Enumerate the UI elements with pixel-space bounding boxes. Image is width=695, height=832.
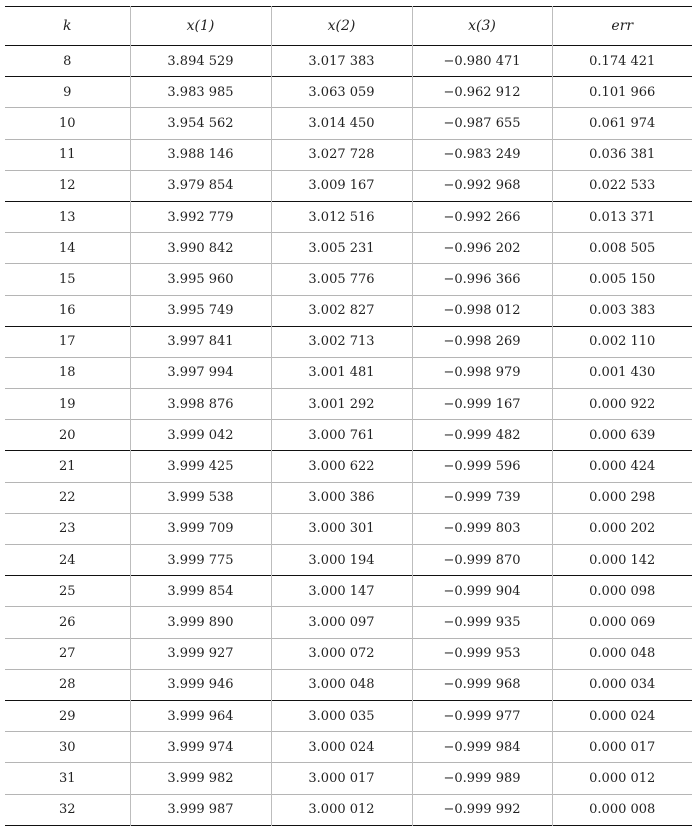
cell-err: 0.001 430 bbox=[552, 357, 692, 388]
cell-k: 25 bbox=[58, 583, 76, 599]
cell-k: 20 bbox=[58, 427, 76, 443]
table-row bbox=[5, 700, 692, 731]
cell-x1: 3.999 974 bbox=[130, 732, 271, 763]
table-row bbox=[5, 576, 692, 607]
cell-x2: 3.001 292 bbox=[271, 389, 412, 420]
cell-x3: −0.996 366 bbox=[412, 264, 552, 295]
cell-k: 8 bbox=[63, 53, 72, 69]
cell-err: 0.101 966 bbox=[552, 77, 692, 108]
cell-x3: −0.992 266 bbox=[412, 201, 552, 232]
cell-x1: 3.979 854 bbox=[130, 170, 271, 201]
table-row bbox=[5, 201, 692, 232]
table-row bbox=[5, 170, 692, 201]
cell-err: 0.000 142 bbox=[552, 545, 692, 576]
table-row bbox=[5, 326, 692, 357]
cell-x3: −0.992 968 bbox=[412, 170, 552, 201]
cell-x2: 3.000 048 bbox=[271, 669, 412, 700]
cell-k: 31 bbox=[58, 770, 76, 786]
cell-x3: −0.998 012 bbox=[412, 295, 552, 326]
cell-x2: 3.000 072 bbox=[271, 638, 412, 669]
cell-x2: 3.014 450 bbox=[271, 108, 412, 139]
column-header-x1: x(1) bbox=[130, 7, 271, 46]
column-header-x2: x(2) bbox=[271, 7, 412, 46]
cell-x3: −0.962 912 bbox=[412, 77, 552, 108]
cell-x2: 3.000 035 bbox=[271, 700, 412, 731]
cell-err: 0.000 922 bbox=[552, 389, 692, 420]
cell-err: 0.000 298 bbox=[552, 482, 692, 513]
cell-err: 0.003 383 bbox=[552, 295, 692, 326]
cell-x1: 3.988 146 bbox=[130, 139, 271, 170]
cell-k: 30 bbox=[58, 739, 76, 755]
table-row bbox=[5, 545, 692, 576]
cell-x3: −0.999 482 bbox=[412, 420, 552, 451]
cell-err: 0.000 034 bbox=[552, 669, 692, 700]
cell-x2: 3.005 776 bbox=[271, 264, 412, 295]
cell-x2: 3.000 024 bbox=[271, 732, 412, 763]
cell-k: 28 bbox=[58, 677, 76, 693]
table-row bbox=[5, 77, 692, 108]
cell-x2: 3.000 622 bbox=[271, 451, 412, 482]
cell-k: 11 bbox=[58, 147, 76, 163]
cell-err: 0.000 012 bbox=[552, 763, 692, 794]
cell-x3: −0.999 904 bbox=[412, 576, 552, 607]
cell-err: 0.036 381 bbox=[552, 139, 692, 170]
cell-k: 23 bbox=[58, 521, 76, 537]
table-row bbox=[5, 669, 692, 700]
cell-k: 27 bbox=[58, 646, 76, 662]
table-row bbox=[5, 763, 692, 794]
column-header-err: err bbox=[552, 7, 692, 46]
cell-k: 9 bbox=[63, 84, 72, 100]
cell-x3: −0.998 979 bbox=[412, 357, 552, 388]
cell-x1: 3.999 927 bbox=[130, 638, 271, 669]
cell-k: 17 bbox=[58, 334, 76, 350]
cell-x1: 3.999 425 bbox=[130, 451, 271, 482]
column-header-k: k bbox=[63, 18, 72, 34]
cell-x1: 3.999 538 bbox=[130, 482, 271, 513]
table-row bbox=[5, 638, 692, 669]
cell-err: 0.022 533 bbox=[552, 170, 692, 201]
table-row bbox=[5, 607, 692, 638]
cell-err: 0.013 371 bbox=[552, 201, 692, 232]
cell-x3: −0.999 992 bbox=[412, 794, 552, 825]
cell-x1: 3.894 529 bbox=[130, 46, 271, 77]
cell-err: 0.000 098 bbox=[552, 576, 692, 607]
cell-x1: 3.999 854 bbox=[130, 576, 271, 607]
table-row bbox=[5, 451, 692, 482]
cell-x2: 3.012 516 bbox=[271, 201, 412, 232]
cell-x3: −0.999 989 bbox=[412, 763, 552, 794]
cell-k: 29 bbox=[58, 708, 76, 724]
cell-x3: −0.999 803 bbox=[412, 513, 552, 544]
cell-k: 19 bbox=[58, 396, 76, 412]
cell-k: 12 bbox=[58, 178, 76, 194]
cell-k: 15 bbox=[58, 271, 76, 287]
table-row bbox=[5, 357, 692, 388]
cell-x2: 3.000 017 bbox=[271, 763, 412, 794]
cell-x1: 3.999 964 bbox=[130, 700, 271, 731]
cell-x2: 3.000 012 bbox=[271, 794, 412, 825]
cell-x1: 3.990 842 bbox=[130, 233, 271, 264]
column-header-x3: x(3) bbox=[412, 7, 552, 46]
table-row bbox=[5, 389, 692, 420]
cell-x2: 3.000 386 bbox=[271, 482, 412, 513]
cell-x3: −0.999 984 bbox=[412, 732, 552, 763]
table-row bbox=[5, 482, 692, 513]
cell-x3: −0.999 739 bbox=[412, 482, 552, 513]
cell-x3: −0.999 977 bbox=[412, 700, 552, 731]
cell-x2: 3.000 761 bbox=[271, 420, 412, 451]
cell-x3: −0.999 935 bbox=[412, 607, 552, 638]
table-row bbox=[5, 420, 692, 451]
cell-k: 22 bbox=[58, 490, 76, 506]
cell-x2: 3.027 728 bbox=[271, 139, 412, 170]
cell-err: 0.000 069 bbox=[552, 607, 692, 638]
cell-err: 0.000 048 bbox=[552, 638, 692, 669]
cell-x2: 3.000 097 bbox=[271, 607, 412, 638]
cell-x3: −0.987 655 bbox=[412, 108, 552, 139]
table-row bbox=[5, 139, 692, 170]
cell-x3: −0.999 953 bbox=[412, 638, 552, 669]
cell-x1: 3.999 987 bbox=[130, 794, 271, 825]
table-row bbox=[5, 264, 692, 295]
cell-k: 21 bbox=[58, 459, 76, 475]
cell-err: 0.002 110 bbox=[552, 326, 692, 357]
cell-x1: 3.995 749 bbox=[130, 295, 271, 326]
cell-x2: 3.002 827 bbox=[271, 295, 412, 326]
cell-x1: 3.954 562 bbox=[130, 108, 271, 139]
cell-x2: 3.000 147 bbox=[271, 576, 412, 607]
cell-err: 0.000 639 bbox=[552, 420, 692, 451]
cell-k: 10 bbox=[58, 115, 76, 131]
cell-x3: −0.998 269 bbox=[412, 326, 552, 357]
cell-x1: 3.997 841 bbox=[130, 326, 271, 357]
cell-k: 24 bbox=[58, 552, 76, 568]
cell-x3: −0.999 596 bbox=[412, 451, 552, 482]
cell-k: 13 bbox=[58, 209, 76, 225]
table-row bbox=[5, 295, 692, 326]
cell-x2: 3.017 383 bbox=[271, 46, 412, 77]
cell-x1: 3.999 946 bbox=[130, 669, 271, 700]
cell-x1: 3.995 960 bbox=[130, 264, 271, 295]
cell-err: 0.005 150 bbox=[552, 264, 692, 295]
iteration-table bbox=[5, 6, 692, 826]
cell-x2: 3.063 059 bbox=[271, 77, 412, 108]
cell-err: 0.174 421 bbox=[552, 46, 692, 77]
cell-k: 18 bbox=[58, 365, 76, 381]
cell-x2: 3.005 231 bbox=[271, 233, 412, 264]
cell-x1: 3.983 985 bbox=[130, 77, 271, 108]
cell-x1: 3.992 779 bbox=[130, 201, 271, 232]
cell-k: 32 bbox=[58, 802, 76, 818]
cell-err: 0.000 424 bbox=[552, 451, 692, 482]
cell-x1: 3.997 994 bbox=[130, 357, 271, 388]
cell-err: 0.000 008 bbox=[552, 794, 692, 825]
cell-err: 0.000 202 bbox=[552, 513, 692, 544]
cell-x1: 3.999 775 bbox=[130, 545, 271, 576]
cell-err: 0.008 505 bbox=[552, 233, 692, 264]
cell-x3: −0.999 870 bbox=[412, 545, 552, 576]
table-row bbox=[5, 794, 692, 825]
cell-k: 14 bbox=[58, 240, 76, 256]
cell-x2: 3.001 481 bbox=[271, 357, 412, 388]
cell-err: 0.000 017 bbox=[552, 732, 692, 763]
cell-x3: −0.999 167 bbox=[412, 389, 552, 420]
cell-x2: 3.000 301 bbox=[271, 513, 412, 544]
table-row bbox=[5, 513, 692, 544]
cell-x1: 3.999 042 bbox=[130, 420, 271, 451]
cell-x3: −0.983 249 bbox=[412, 139, 552, 170]
cell-x3: −0.999 968 bbox=[412, 669, 552, 700]
cell-x3: −0.996 202 bbox=[412, 233, 552, 264]
cell-k: 26 bbox=[58, 614, 76, 630]
cell-x1: 3.999 890 bbox=[130, 607, 271, 638]
cell-err: 0.000 024 bbox=[552, 700, 692, 731]
header-row bbox=[5, 7, 692, 46]
cell-x2: 3.009 167 bbox=[271, 170, 412, 201]
cell-x1: 3.999 709 bbox=[130, 513, 271, 544]
cell-err: 0.061 974 bbox=[552, 108, 692, 139]
cell-x2: 3.000 194 bbox=[271, 545, 412, 576]
table-row bbox=[5, 108, 692, 139]
table-row bbox=[5, 732, 692, 763]
table-body bbox=[5, 46, 692, 826]
cell-x1: 3.999 982 bbox=[130, 763, 271, 794]
cell-k: 16 bbox=[58, 303, 76, 319]
cell-x1: 3.998 876 bbox=[130, 389, 271, 420]
table-row bbox=[5, 46, 692, 77]
table-row bbox=[5, 233, 692, 264]
cell-x2: 3.002 713 bbox=[271, 326, 412, 357]
cell-x3: −0.980 471 bbox=[412, 46, 552, 77]
